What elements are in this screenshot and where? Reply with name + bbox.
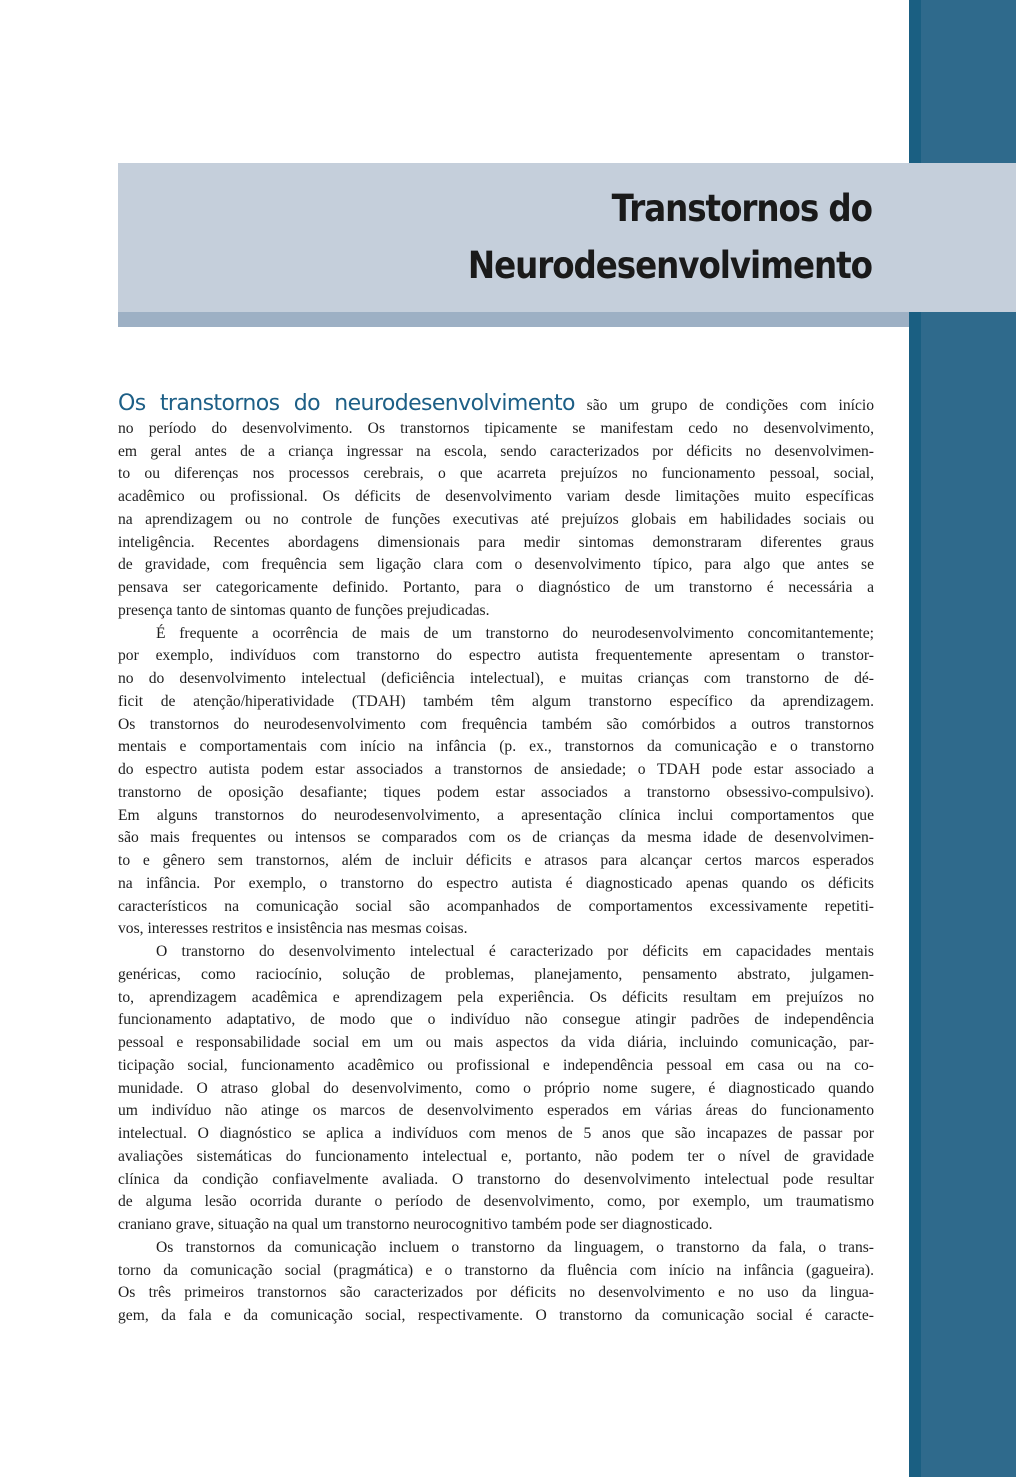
text-line: to e gênero sem transtornos, além de incluir déficits e atrasos para alcançar certos marcos esperados xyxy=(118,852,874,869)
text-line: ficit de atenção/hiperatividade (TDAH) também têm algum transtorno específico da aprendizagem. xyxy=(118,692,874,710)
text-line: clínica da condição confiavelmente avaliada. O transtorno do desenvolvimento intelectual pode resultar xyxy=(118,1170,874,1188)
text-line: ticipação social, funcionamento acadêmico ou profissional e independência pessoal em casa ou na co- xyxy=(118,1056,874,1074)
text-line: É frequente a ocorrência de mais de um transtorno do neurodesenvolvimento concomitantemente; xyxy=(156,624,874,642)
paragraph-1 xyxy=(118,393,874,623)
chapter-body xyxy=(118,393,874,1328)
text-line: to, aprendizagem acadêmica e aprendizagem pela experiência. Os déficits resultam em prejuízos no xyxy=(118,988,874,1006)
text-line: presença tanto de sintomas quanto de funções prejudicadas. xyxy=(118,601,490,619)
text-line: funcionamento adaptativo, de modo que o indivíduo não consegue atingir padrões de independência xyxy=(118,1011,874,1029)
text-line: pessoal e responsabilidade social em um ou mais aspectos da vida diária, incluindo comunicação, par- xyxy=(118,1034,874,1051)
paragraph-2 xyxy=(118,623,874,942)
text-line: no período do desenvolvimento. Os transtornos tipicamente se manifestam cedo no desenvolvimento, xyxy=(118,419,874,437)
paragraph-3 xyxy=(118,941,874,1237)
text-line: avaliações sistemáticas do funcionamento intelectual e, portanto, não podem ter o nível de gravidade xyxy=(118,1147,874,1165)
chapter-title-line-1: Transtornos do xyxy=(611,187,872,230)
paragraph-1-line-1 xyxy=(118,393,874,418)
text-line: no do desenvolvimento intelectual (deficiência intelectual), e muitas crianças com transtorno de dé- xyxy=(118,670,874,687)
text-line: Os transtornos do neurodesenvolvimento com frequência também são comórbidos a outros transtornos xyxy=(118,715,874,733)
text-line: craniano grave, situação na qual um transtorno neurocognitivo também pode ser diagnosticado. xyxy=(118,1216,713,1233)
text-line: pensava ser categoricamente definido. Portanto, para o diagnóstico de um transtorno é necessária a xyxy=(118,579,874,596)
chapter-title xyxy=(208,180,872,294)
text-run: são um grupo de condições com início xyxy=(574,397,875,414)
paragraph-4 xyxy=(118,1237,874,1328)
text-line: mentais e comportamentais com início na infância (p. ex., transtornos da comunicação e o transtorno xyxy=(118,738,874,756)
text-line: em geral antes de a criança ingressar na escola, sendo caracterizados por déficits no desenvolvimen- xyxy=(118,442,874,460)
text-line: característicos na comunicação social são acompanhados de comportamentos excessivamente repetiti- xyxy=(118,897,874,915)
chapter-title-line-2: Neurodesenvolvimento xyxy=(467,244,872,287)
text-line: na infância. Por exemplo, o transtorno do espectro autista é diagnosticado apenas quando os déficits xyxy=(118,874,874,892)
lead-in-heading: Os transtornos do neurodesenvolvimento xyxy=(118,391,575,416)
text-line: do espectro autista podem estar associados a transtornos de ansiedade; o TDAH pode estar associado a xyxy=(118,761,874,778)
text-line: vos, interesses restritos e insistência nas mesmas coisas. xyxy=(118,920,468,938)
text-line: acadêmico ou profissional. Os déficits de desenvolvimento variam desde limitações muito específicas xyxy=(118,488,874,505)
text-line: transtorno de oposição desafiante; tiques podem estar associados a transtorno obsessivo-compulsivo). xyxy=(118,783,874,801)
text-line: gem, da fala e da comunicação social, respectivamente. O transtorno da comunicação social é caracte- xyxy=(118,1307,874,1324)
text-line: Os três primeiros transtornos são caracterizados por déficits no desenvolvimento e no uso da lingua- xyxy=(118,1284,874,1302)
text-line: inteligência. Recentes abordagens dimensionais para medir sintomas demonstraram diferentes graus xyxy=(118,533,874,551)
text-line: O transtorno do desenvolvimento intelectual é caracterizado por déficits em capacidades mentais xyxy=(156,943,874,960)
text-line: genéricas, como raciocínio, solução de problemas, planejamento, pensamento abstrato, julgamen- xyxy=(118,965,874,983)
text-line: de gravidade, com frequência sem ligação clara com o desenvolvimento típico, para algo que antes se xyxy=(118,556,874,574)
text-line: na aprendizagem ou no controle de funções executivas até prejuízos globais em habilidades sociais ou xyxy=(118,510,874,528)
text-line: de alguma lesão ocorrida durante o período de desenvolvimento, como, por exemplo, um traumatismo xyxy=(118,1193,874,1211)
text-line: to ou diferenças nos processos cerebrais, o que acarreta prejuízos no funcionamento pessoal, social, xyxy=(118,465,874,483)
text-line: por exemplo, indivíduos com transtorno do espectro autista frequentemente apresentam o transtor- xyxy=(118,647,874,665)
text-line: munidade. O atraso global do desenvolvimento, como o próprio nome sugere, é diagnosticado quando xyxy=(118,1079,874,1097)
chapter-header-strip xyxy=(118,312,909,327)
text-line: Os transtornos da comunicação incluem o transtorno da linguagem, o transtorno da fala, o trans- xyxy=(156,1238,874,1256)
text-line: são mais frequentes ou intensos se comparados com os de crianças da mesma idade de desenvolvimen- xyxy=(118,829,874,847)
text-line: um indivíduo não atinge os marcos de desenvolvimento esperados em várias áreas do funcionamento xyxy=(118,1102,874,1120)
text-line: torno da comunicação social (pragmática) e o transtorno da fluência com início na infância (gagueira). xyxy=(118,1261,874,1279)
text-line: intelectual. O diagnóstico se aplica a indivíduos com menos de 5 anos que são incapazes de passar por xyxy=(118,1125,874,1142)
text-line: Em alguns transtornos do neurodesenvolvimento, a apresentação clínica inclui comportamentos que xyxy=(118,806,874,824)
